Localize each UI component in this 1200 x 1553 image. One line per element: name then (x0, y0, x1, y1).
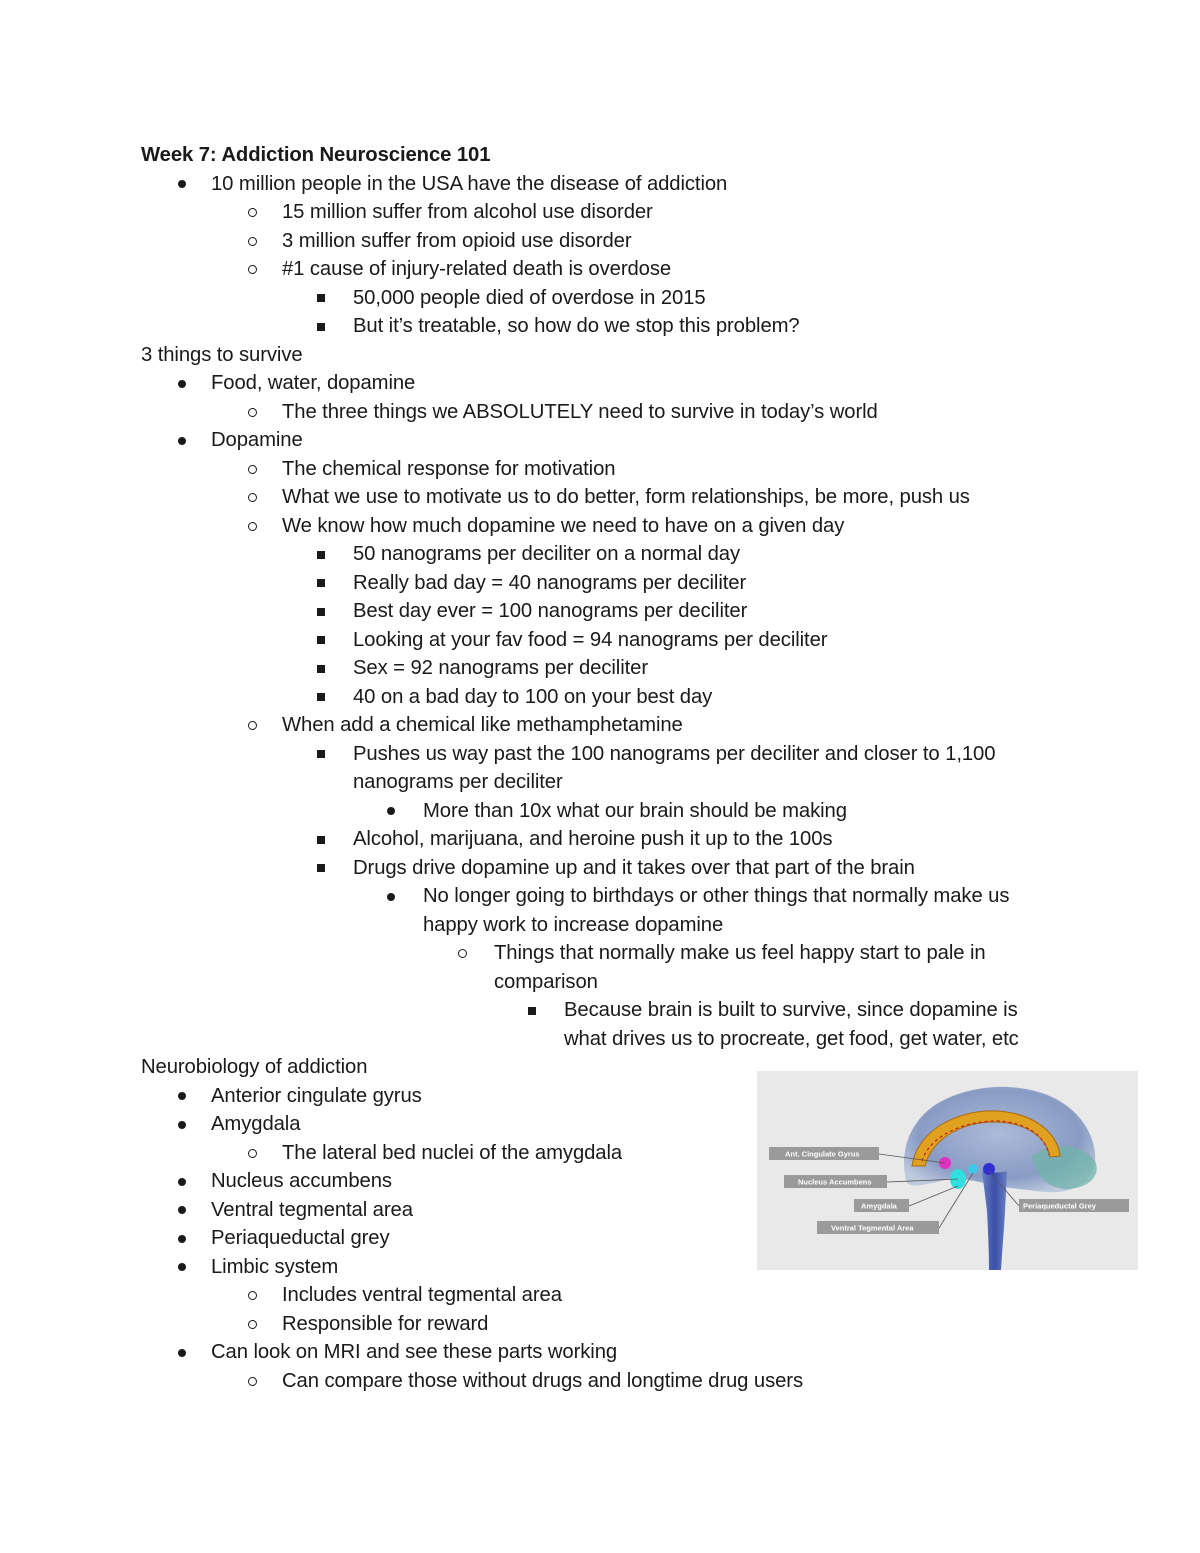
bullet-ring-icon (248, 455, 257, 484)
list-item: 50 nanograms per deciliter on a normal day (141, 540, 1071, 569)
label-nucleus-accumbens: Nucleus Accumbens (798, 1177, 872, 1187)
list-item: Responsible for reward (141, 1310, 1071, 1339)
bullet-ring-icon (248, 711, 257, 740)
bullet-square-icon (317, 312, 325, 341)
bullet-ring-icon (248, 1367, 257, 1396)
list-item: The chemical response for motivation (141, 455, 1071, 484)
bullet-square-icon (317, 683, 325, 712)
bullet-ring-icon (248, 1310, 257, 1339)
list-item: When add a chemical like methamphetamine (141, 711, 1071, 740)
bullet-dot-icon (178, 170, 186, 199)
list-item: Pushes us way past the 100 nanograms per deciliter and closer to 1,100 (141, 740, 1071, 769)
list-item: Periaqueductal grey (141, 1224, 1071, 1253)
bullet-dot-icon (178, 1224, 186, 1253)
bullet-ring-icon (458, 939, 467, 968)
list-item: Looking at your fav food = 94 nanograms per deciliter (141, 626, 1071, 655)
list-item: Alcohol, marijuana, and heroine push it up to the 100s (141, 825, 1071, 854)
list-item: 3 million suffer from opioid use disorder (141, 227, 1071, 256)
bullet-square-icon (317, 825, 325, 854)
list-item: Anterior cingulate gyrus (141, 1082, 1071, 1111)
list-item: We know how much dopamine we need to have on a given day (141, 512, 1071, 541)
list-item: 15 million suffer from alcohol use disorder (141, 198, 1071, 227)
list-item: Best day ever = 100 nanograms per deciliter (141, 597, 1071, 626)
list-item: Really bad day = 40 nanograms per deciliter (141, 569, 1071, 598)
list-item: 50,000 people died of overdose in 2015 (141, 284, 1071, 313)
bullet-square-icon (317, 740, 325, 769)
bullet-ring-icon (248, 198, 257, 227)
list-item: Things that normally make us feel happy start to pale in (141, 939, 1071, 968)
bullet-ring-icon (248, 255, 257, 284)
bullet-square-icon (317, 597, 325, 626)
bullet-ring-icon (248, 512, 257, 541)
list-item: What we use to motivate us to do better, form relationships, be more, push us (141, 483, 1071, 512)
bullet-square-icon (317, 626, 325, 655)
list-item: Dopamine (141, 426, 1071, 455)
list-item: #1 cause of injury-related death is overdose (141, 255, 1071, 284)
bullet-square-icon (317, 569, 325, 598)
brain-anatomy-figure (757, 1071, 1138, 1270)
list-item: No longer going to birthdays or other things that normally make us (141, 882, 1071, 911)
bullet-dot-icon (178, 1167, 186, 1196)
list-item: Sex = 92 nanograms per deciliter (141, 654, 1071, 683)
bullet-square-icon (317, 540, 325, 569)
bullet-dot-icon (178, 1253, 186, 1282)
list-item: Food, water, dopamine (141, 369, 1071, 398)
bullet-ring-icon (248, 1281, 257, 1310)
bullet-dot-icon (178, 1196, 186, 1225)
periaqueductal-grey-shape (983, 1163, 995, 1175)
bullet-dot-icon (387, 882, 395, 911)
list-item: Includes ventral tegmental area (141, 1281, 1071, 1310)
bullet-dot-icon (178, 1082, 186, 1111)
bullet-ring-icon (248, 227, 257, 256)
list-item: Limbic system (141, 1253, 1071, 1282)
ventral-tegmental-area-shape (968, 1164, 978, 1174)
label-ant-cingulate-gyrus: Ant. Cingulate Gyrus (785, 1149, 860, 1159)
bullet-ring-icon (248, 483, 257, 512)
list-item: Amygdala (141, 1110, 1071, 1139)
bullet-dot-icon (178, 369, 186, 398)
list-item: Drugs drive dopamine up and it takes over that part of the brain (141, 854, 1071, 883)
list-item: Ventral tegmental area (141, 1196, 1071, 1225)
list-item: Can look on MRI and see these parts working (141, 1338, 1071, 1367)
list-item: But it’s treatable, so how do we stop this problem? (141, 312, 1071, 341)
list-item: 10 million people in the USA have the disease of addiction (141, 170, 1071, 199)
list-item-continuation: what drives us to procreate, get food, get water, etc (564, 1027, 1019, 1050)
brainstem-shape (982, 1171, 1007, 1270)
label-ventral-tegmental-area: Ventral Tegmental Area (831, 1223, 914, 1233)
brain-illustration (757, 1071, 1138, 1270)
bullet-dot-icon (387, 797, 395, 826)
bullet-dot-icon (178, 1110, 186, 1139)
section-heading: Neurobiology of addiction (141, 1056, 368, 1078)
label-amygdala: Amygdala (861, 1201, 897, 1211)
list-item: Nucleus accumbens (141, 1167, 1071, 1196)
label-periaqueductal-grey: Periaqueductal Grey (1023, 1201, 1096, 1211)
bullet-square-icon (528, 996, 536, 1025)
list-item-continuation: comparison (494, 970, 598, 993)
list-item: 40 on a bad day to 100 on your best day (141, 683, 1071, 712)
bullet-square-icon (317, 284, 325, 313)
list-item: More than 10x what our brain should be making (141, 797, 1071, 826)
section-heading: 3 things to survive (141, 343, 303, 366)
list-item: Can compare those without drugs and longtime drug users (141, 1367, 1071, 1396)
bullet-square-icon (317, 654, 325, 683)
page-title: Week 7: Addiction Neuroscience 101 (141, 144, 491, 166)
bullet-ring-icon (248, 1139, 257, 1168)
bullet-square-icon (317, 854, 325, 883)
list-item: The lateral bed nuclei of the amygdala (141, 1139, 1071, 1168)
bullet-dot-icon (178, 426, 186, 455)
list-item: Because brain is built to survive, since dopamine is (141, 996, 1071, 1025)
bullet-ring-icon (248, 398, 257, 427)
list-item: The three things we ABSOLUTELY need to survive in today’s world (141, 398, 1071, 427)
bullet-dot-icon (178, 1338, 186, 1367)
list-item-continuation: happy work to increase dopamine (423, 913, 724, 936)
list-item-continuation: nanograms per deciliter (353, 771, 563, 793)
